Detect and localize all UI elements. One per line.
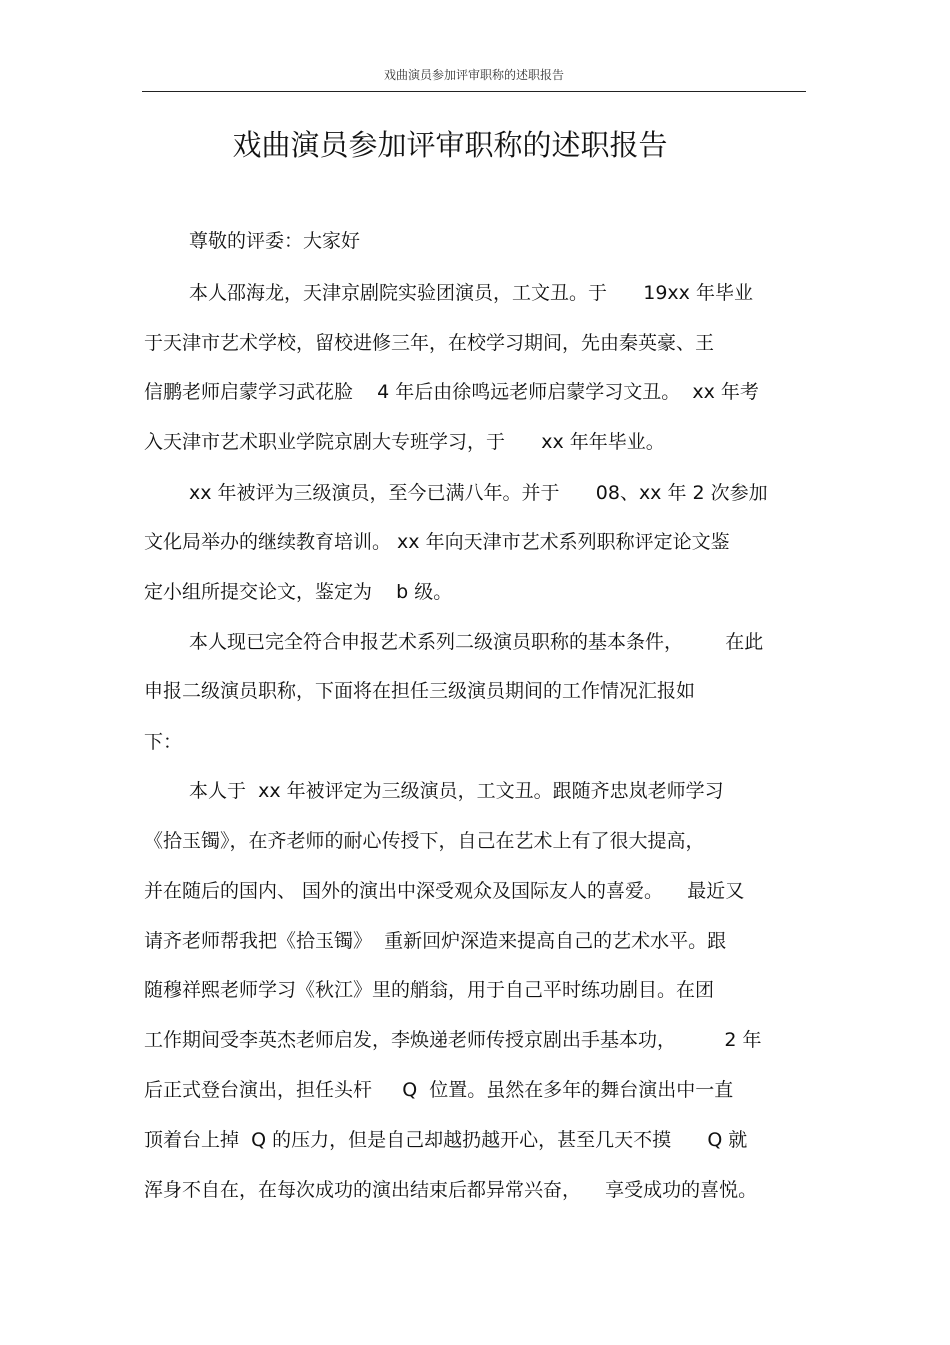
salutation: 尊敬的评委：大家好 bbox=[189, 230, 361, 252]
paragraph-line: 申报二级演员职称，下面将在担任三级演员期间的工作情况汇报如 bbox=[144, 680, 696, 702]
paragraph-line: 顶着台上掉 Q 的压力，但是自己却越扔越开心，甚至几天不摸 Q 就 bbox=[144, 1129, 748, 1151]
paragraph-line: 本人现已完全符合申报艺术系列二级演员职称的基本条件， 在此 bbox=[189, 631, 764, 653]
paragraph-line: 定小组所提交论文，鉴定为 b 级。 bbox=[144, 581, 453, 603]
paragraph-line: 于天津市艺术学校，留校进修三年，在校学习期间，先由秦英豪、王 bbox=[144, 332, 715, 354]
paragraph-line: 入天津市艺术职业学院京剧大专班学习，于 xx 年年毕业。 bbox=[144, 431, 665, 453]
paragraph-line: 信鹏老师启蒙学习武花脸 4 年后由徐鸣远老师启蒙学习文丑。 xx 年考 bbox=[144, 381, 759, 403]
paragraph-line: 并在随后的国内、 国外的演出中深受观众及国际友人的喜爱。 最近又 bbox=[144, 880, 745, 902]
paragraph-line: 本人邵海龙，天津京剧院实验团演员，工文丑。于 19xx 年毕业 bbox=[189, 282, 753, 304]
paragraph-line: 本人于 xx 年被评定为三级演员，工文丑。跟随齐忠岚老师学习 bbox=[189, 780, 724, 802]
paragraph-line: 文化局举办的继续教育培训。 xx 年向天津市艺术系列职称评定论文鉴 bbox=[144, 531, 730, 553]
paragraph-line: xx 年被评为三级演员，至今已满八年。并于 08、xx 年 2 次参加 bbox=[189, 482, 768, 504]
paragraph-line: 请齐老师帮我把《拾玉镯》 重新回炉深造来提高自己的艺术水平。跟 bbox=[144, 930, 727, 952]
document-title: 戏曲演员参加评审职称的述职报告 bbox=[232, 128, 668, 162]
running-header: 戏曲演员参加评审职称的述职报告 bbox=[142, 62, 806, 92]
paragraph-line: 随穆祥熙老师学习《秋江》里的艄翁，用于自己平时练功剧目。在团 bbox=[144, 979, 715, 1001]
paragraph-line: 后正式登台演出，担任头杆 Q 位置。虽然在多年的舞台演出中一直 bbox=[144, 1079, 734, 1101]
paragraph-line: 《拾玉镯》，在齐老师的耐心传授下，自己在艺术上有了很大提高， bbox=[144, 830, 705, 852]
paragraph-line: 下： bbox=[144, 731, 183, 753]
paragraph-line: 工作期间受李英杰老师启发，李焕递老师传授京剧出手基本功， 2 年 bbox=[144, 1029, 762, 1051]
paragraph-line: 浑身不自在，在每次成功的演出结束后都异常兴奋， 享受成功的喜悦。 bbox=[144, 1179, 758, 1201]
